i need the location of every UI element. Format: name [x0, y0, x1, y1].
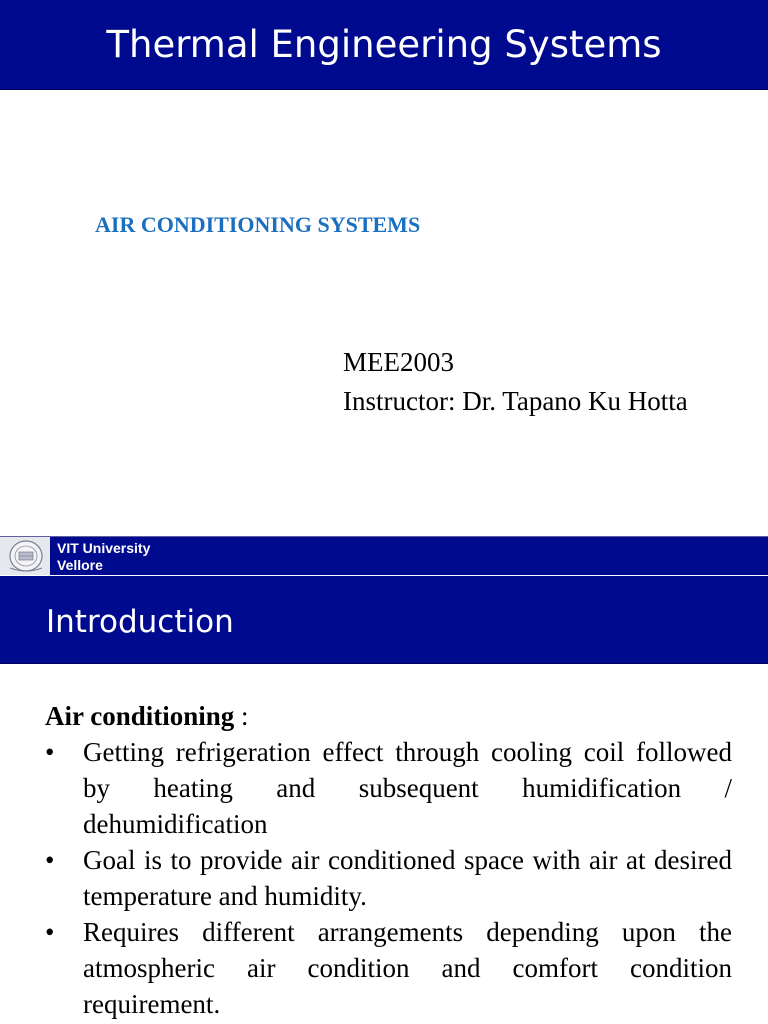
bullet-list: [45, 734, 732, 1022]
university-name-line1: VIT University: [57, 540, 151, 556]
list-item: [45, 914, 732, 1022]
bullet-text: Getting refrigeration effect through cooling coil followed by heating and subsequent humidification / dehumidification: [83, 737, 732, 839]
slide-content: [45, 698, 732, 1022]
introduction-slide: [0, 576, 768, 1024]
slide-subtitle: AIR CONDITIONING SYSTEMS: [95, 212, 421, 237]
course-info: [343, 343, 688, 421]
heading-term: Air conditioning: [45, 701, 235, 731]
university-footer: [0, 536, 768, 575]
bullet-icon: •: [45, 737, 55, 767]
bullet-text: Requires different arrangements depending upon the atmospheric air condition and comfort condition requirement.: [83, 917, 732, 1019]
university-name-line2: Vellore: [57, 557, 103, 573]
content-heading: [45, 698, 732, 734]
instructor-name: Instructor: Dr. Tapano Ku Hotta: [343, 386, 688, 416]
bullet-text: Goal is to provide air conditioned space with air at desired temperature and humidity.: [83, 845, 732, 911]
slide-title: Thermal Engineering Systems: [0, 0, 768, 90]
list-item: [45, 734, 732, 842]
university-logo-icon: [0, 537, 50, 575]
list-item: [45, 842, 732, 914]
course-code: MEE2003: [343, 347, 454, 377]
university-name: [57, 540, 150, 574]
slide-title: Introduction: [0, 576, 768, 664]
bullet-icon: •: [45, 917, 55, 947]
heading-colon: :: [234, 701, 249, 731]
bullet-icon: •: [45, 845, 55, 875]
